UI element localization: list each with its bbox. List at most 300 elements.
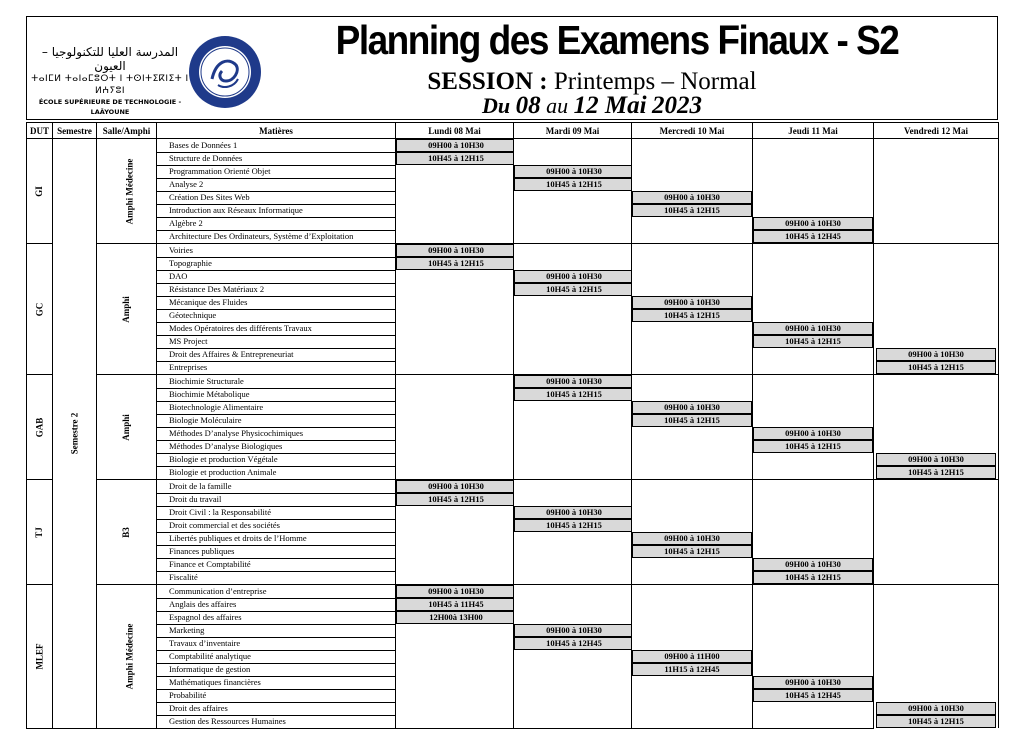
dates-line — [327, 92, 857, 120]
empty-day-cell — [396, 453, 514, 466]
dut-label: TJ — [33, 526, 44, 538]
exam-slot-cell — [632, 296, 753, 309]
empty-day-cell — [874, 257, 999, 270]
empty-day-cell — [753, 650, 874, 663]
table-row — [27, 230, 999, 244]
exam-time: 10H45 à 12H45 — [753, 689, 873, 702]
empty-day-cell — [514, 414, 632, 427]
empty-day-cell — [874, 427, 999, 440]
empty-day-cell — [396, 414, 514, 427]
empty-day-cell — [753, 493, 874, 506]
table-row — [27, 598, 999, 611]
empty-day-cell — [874, 388, 999, 401]
empty-day-cell — [632, 558, 753, 571]
exam-time: 09H00 à 10H30 — [396, 139, 514, 152]
empty-day-cell — [514, 453, 632, 466]
exam-time: 09H00 à 10H30 — [753, 217, 873, 230]
subject-cell: Communication d’entreprise — [157, 585, 396, 599]
empty-day-cell — [753, 309, 874, 322]
exam-slot-cell — [753, 217, 874, 230]
empty-day-cell — [874, 624, 999, 637]
table-row — [27, 715, 999, 728]
school-logo-text — [30, 45, 190, 117]
exam-time: 09H00 à 10H30 — [514, 165, 632, 178]
subject-cell: Gestion des Ressources Humaines — [157, 715, 396, 728]
exam-slot-cell — [396, 611, 514, 624]
subject-cell: Voiries — [157, 244, 396, 258]
subject-cell: Programmation Orienté Objet — [157, 165, 396, 178]
subject-cell: Probabilité — [157, 689, 396, 702]
table-row — [27, 191, 999, 204]
empty-day-cell — [396, 532, 514, 545]
title-text: Planning des Examens Finaux - — [335, 17, 857, 63]
empty-day-cell — [632, 348, 753, 361]
empty-day-cell — [396, 388, 514, 401]
exam-time: 10H45 à 12H15 — [632, 545, 752, 558]
subject-cell: Fiscalité — [157, 571, 396, 585]
subject-cell: MS Project — [157, 335, 396, 348]
column-header: Salle/Amphi — [97, 123, 157, 139]
empty-day-cell — [874, 598, 999, 611]
exam-slot-cell — [514, 388, 632, 401]
subject-cell: Comptabilité analytique — [157, 650, 396, 663]
empty-day-cell — [514, 702, 632, 715]
dut-cell — [27, 244, 53, 375]
empty-day-cell — [632, 598, 753, 611]
column-header: DUT — [27, 123, 53, 139]
subject-cell: Biologie Moléculaire — [157, 414, 396, 427]
exam-time: 10H45 à 12H15 — [514, 178, 632, 191]
empty-day-cell — [396, 519, 514, 532]
table-row — [27, 637, 999, 650]
subject-cell: Biochimie Structurale — [157, 375, 396, 389]
subject-cell: Droit des affaires — [157, 702, 396, 715]
table-row — [27, 689, 999, 702]
table-row — [27, 532, 999, 545]
empty-day-cell — [753, 296, 874, 309]
exam-time: 09H00 à 11H00 — [632, 650, 752, 663]
exam-time: 09H00 à 10H30 — [753, 558, 873, 571]
empty-day-cell — [874, 545, 999, 558]
table-row — [27, 624, 999, 637]
table-row — [27, 217, 999, 230]
exam-time: 11H15 à 12H45 — [632, 663, 752, 676]
empty-day-cell — [632, 244, 753, 258]
subject-cell: Structure de Données — [157, 152, 396, 165]
semester-label: Semestre 2 — [68, 412, 79, 455]
empty-day-cell — [753, 388, 874, 401]
exam-slot-cell — [632, 191, 753, 204]
exam-slot-cell — [514, 624, 632, 637]
exam-time: 10H45 à 12H45 — [514, 637, 632, 650]
subject-cell: Espagnol des affaires — [157, 611, 396, 624]
empty-day-cell — [514, 427, 632, 440]
exam-slot-cell — [514, 270, 632, 283]
subject-cell: Finances publiques — [157, 545, 396, 558]
school-name-tifinagh: ⵜⴰⵏⵎⵍ ⵜⴰⵏⴰⵎⵓⵔⵜ ⵏ ⵜⵙⵏⵜⵉⴽⵏⵉⵜ ⵏ ⵍⵄⵢⵓⵏ — [31, 74, 189, 96]
empty-day-cell — [874, 689, 999, 702]
exam-slot-cell — [874, 702, 999, 715]
empty-day-cell — [514, 440, 632, 453]
exam-time: 09H00 à 10H30 — [876, 348, 996, 361]
subject-cell: Géotechnique — [157, 309, 396, 322]
empty-day-cell — [396, 689, 514, 702]
empty-day-cell — [396, 545, 514, 558]
empty-day-cell — [632, 637, 753, 650]
empty-day-cell — [514, 663, 632, 676]
empty-day-cell — [874, 558, 999, 571]
empty-day-cell — [514, 598, 632, 611]
empty-day-cell — [514, 244, 632, 258]
exam-slot-cell — [514, 506, 632, 519]
subject-cell: Analyse 2 — [157, 178, 396, 191]
subject-cell: Droit Civil : la Responsabilité — [157, 506, 396, 519]
empty-day-cell — [874, 152, 999, 165]
empty-day-cell — [753, 545, 874, 558]
session-value: Printemps – Normal — [553, 68, 757, 95]
exam-time: 10H45 à 12H15 — [396, 493, 514, 506]
exam-slot-cell — [753, 689, 874, 702]
subject-cell: Biochimie Métabolique — [157, 388, 396, 401]
subject-cell: DAO — [157, 270, 396, 283]
table-row — [27, 178, 999, 191]
table-row — [27, 585, 999, 599]
empty-day-cell — [753, 453, 874, 466]
exam-slot-cell — [396, 598, 514, 611]
empty-day-cell — [514, 480, 632, 494]
empty-day-cell — [396, 702, 514, 715]
empty-day-cell — [874, 440, 999, 453]
exam-slot-cell — [632, 532, 753, 545]
empty-day-cell — [753, 283, 874, 296]
exam-slot-cell — [753, 571, 874, 585]
exam-time: 09H00 à 10H30 — [632, 532, 752, 545]
empty-day-cell — [396, 217, 514, 230]
exam-time: 09H00 à 10H30 — [514, 375, 632, 388]
exam-slot-cell — [396, 139, 514, 153]
empty-day-cell — [514, 532, 632, 545]
table-row — [27, 466, 999, 480]
empty-day-cell — [874, 244, 999, 258]
empty-day-cell — [753, 506, 874, 519]
exam-slot-cell — [632, 650, 753, 663]
empty-day-cell — [632, 702, 753, 715]
exam-time: 12H00à 13H00 — [396, 611, 514, 624]
empty-day-cell — [396, 204, 514, 217]
empty-day-cell — [874, 480, 999, 494]
table-row — [27, 322, 999, 335]
subject-cell: Topographie — [157, 257, 396, 270]
exam-slot-cell — [396, 152, 514, 165]
empty-day-cell — [632, 611, 753, 624]
exam-time: 10H45 à 11H45 — [396, 598, 514, 611]
empty-day-cell — [874, 650, 999, 663]
empty-day-cell — [514, 585, 632, 599]
exam-slot-cell — [514, 519, 632, 532]
empty-day-cell — [632, 388, 753, 401]
empty-day-cell — [632, 466, 753, 480]
exam-time: 10H45 à 12H15 — [876, 466, 996, 479]
subject-cell: Résistance Des Matériaux 2 — [157, 283, 396, 296]
exam-slot-cell — [753, 230, 874, 244]
dates-au: au — [546, 93, 569, 118]
exam-slot-cell — [874, 715, 999, 728]
column-header: Semestre — [53, 123, 97, 139]
empty-day-cell — [753, 715, 874, 728]
semester-cell — [53, 139, 97, 729]
room-cell — [97, 585, 157, 729]
empty-day-cell — [753, 637, 874, 650]
empty-day-cell — [514, 571, 632, 585]
exam-time: 10H45 à 12H15 — [514, 283, 632, 296]
empty-day-cell — [753, 348, 874, 361]
empty-day-cell — [874, 270, 999, 283]
empty-day-cell — [514, 689, 632, 702]
exam-time: 09H00 à 10H30 — [753, 322, 873, 335]
table-row — [27, 506, 999, 519]
empty-day-cell — [396, 296, 514, 309]
exam-time: 09H00 à 10H30 — [632, 296, 752, 309]
empty-day-cell — [632, 230, 753, 244]
university-seal-icon — [188, 35, 262, 109]
table-row — [27, 375, 999, 389]
dut-cell — [27, 375, 53, 480]
empty-day-cell — [753, 191, 874, 204]
empty-day-cell — [396, 178, 514, 191]
table-row — [27, 427, 999, 440]
empty-day-cell — [396, 335, 514, 348]
empty-day-cell — [514, 558, 632, 571]
empty-day-cell — [632, 676, 753, 689]
empty-day-cell — [396, 558, 514, 571]
subject-cell: Droit des Affaires & Entrepreneuriat — [157, 348, 396, 361]
table-header-row — [27, 123, 999, 139]
dates-year: 2023 — [652, 92, 703, 119]
room-cell — [97, 139, 157, 244]
subject-cell: Mécanique des Fluides — [157, 296, 396, 309]
exam-time: 10H45 à 12H15 — [876, 715, 996, 728]
empty-day-cell — [874, 676, 999, 689]
empty-day-cell — [874, 309, 999, 322]
exam-slot-cell — [753, 335, 874, 348]
empty-day-cell — [753, 361, 874, 375]
empty-day-cell — [514, 152, 632, 165]
empty-day-cell — [632, 257, 753, 270]
exam-time: 10H45 à 12H15 — [632, 204, 752, 217]
subject-cell: Travaux d’inventaire — [157, 637, 396, 650]
empty-day-cell — [514, 217, 632, 230]
exam-time: 10H45 à 12H15 — [876, 361, 996, 374]
table-row — [27, 204, 999, 217]
exam-slot-cell — [514, 283, 632, 296]
empty-day-cell — [514, 191, 632, 204]
table-row — [27, 650, 999, 663]
empty-day-cell — [514, 296, 632, 309]
room-label: Amphi — [120, 413, 131, 441]
table-row — [27, 663, 999, 676]
subject-cell: Introduction aux Réseaux Informatique — [157, 204, 396, 217]
exam-time: 10H45 à 12H15 — [632, 414, 752, 427]
exam-time: 09H00 à 10H30 — [753, 427, 873, 440]
room-cell — [97, 480, 157, 585]
empty-day-cell — [396, 676, 514, 689]
exam-time: 09H00 à 10H30 — [514, 506, 632, 519]
exam-slot-cell — [514, 165, 632, 178]
empty-day-cell — [874, 230, 999, 244]
subject-cell: Bases de Données 1 — [157, 139, 396, 153]
empty-day-cell — [753, 375, 874, 389]
table-row — [27, 270, 999, 283]
empty-day-cell — [753, 401, 874, 414]
exam-slot-cell — [753, 676, 874, 689]
dates-from: 08 — [515, 92, 541, 119]
empty-day-cell — [874, 637, 999, 650]
empty-day-cell — [514, 348, 632, 361]
empty-day-cell — [753, 532, 874, 545]
column-header: Vendredi 12 Mai — [874, 123, 999, 139]
exam-time: 10H45 à 12H15 — [396, 152, 514, 165]
subject-cell: Finance et Comptabilité — [157, 558, 396, 571]
exam-time: 09H00 à 10H30 — [396, 585, 514, 598]
empty-day-cell — [514, 204, 632, 217]
empty-day-cell — [396, 191, 514, 204]
dut-cell — [27, 585, 53, 729]
empty-day-cell — [753, 702, 874, 715]
table-row — [27, 257, 999, 270]
empty-day-cell — [632, 427, 753, 440]
table-row — [27, 702, 999, 715]
empty-day-cell — [753, 598, 874, 611]
table-row — [27, 611, 999, 624]
exam-time: 09H00 à 10H30 — [514, 624, 632, 637]
empty-day-cell — [874, 204, 999, 217]
exam-slot-cell — [632, 414, 753, 427]
empty-day-cell — [753, 257, 874, 270]
empty-day-cell — [632, 585, 753, 599]
empty-day-cell — [632, 361, 753, 375]
dates-du: Du — [481, 93, 511, 118]
exam-time: 09H00 à 10H30 — [396, 244, 514, 257]
column-header: Mardi 09 Mai — [514, 123, 632, 139]
empty-day-cell — [396, 663, 514, 676]
empty-day-cell — [632, 165, 753, 178]
exam-slot-cell — [874, 453, 999, 466]
school-name-arabic: المدرسة العليا للتكنولوجيا – العيون — [41, 45, 179, 73]
header-box — [26, 16, 998, 120]
empty-day-cell — [514, 715, 632, 728]
exam-time: 10H45 à 12H15 — [753, 440, 873, 453]
empty-day-cell — [632, 506, 753, 519]
dut-label: GAB — [33, 417, 44, 437]
empty-day-cell — [874, 322, 999, 335]
column-header: Lundi 08 Mai — [396, 123, 514, 139]
empty-day-cell — [753, 165, 874, 178]
empty-day-cell — [753, 585, 874, 599]
empty-day-cell — [632, 571, 753, 585]
room-cell — [97, 244, 157, 375]
exam-schedule-table — [26, 122, 999, 729]
empty-day-cell — [514, 322, 632, 335]
empty-day-cell — [396, 309, 514, 322]
exam-time: 10H45 à 12H45 — [753, 230, 873, 243]
exam-slot-cell — [514, 375, 632, 389]
empty-day-cell — [632, 440, 753, 453]
empty-day-cell — [874, 191, 999, 204]
exam-slot-cell — [396, 257, 514, 270]
table-row — [27, 152, 999, 165]
empty-day-cell — [514, 139, 632, 153]
column-header: Matières — [157, 123, 396, 139]
room-label: Amphi Médecine — [124, 158, 135, 224]
exam-time: 09H00 à 10H30 — [876, 702, 996, 715]
table-row — [27, 296, 999, 309]
subject-cell: Mathématiques financières — [157, 676, 396, 689]
empty-day-cell — [632, 139, 753, 153]
room-cell — [97, 375, 157, 480]
empty-day-cell — [514, 401, 632, 414]
empty-day-cell — [632, 322, 753, 335]
empty-day-cell — [753, 663, 874, 676]
empty-day-cell — [874, 611, 999, 624]
empty-day-cell — [874, 519, 999, 532]
empty-day-cell — [874, 401, 999, 414]
empty-day-cell — [632, 624, 753, 637]
empty-day-cell — [396, 165, 514, 178]
table-row — [27, 414, 999, 427]
empty-day-cell — [874, 217, 999, 230]
empty-day-cell — [753, 139, 874, 153]
exam-time: 10H45 à 12H15 — [753, 571, 873, 584]
empty-day-cell — [514, 611, 632, 624]
empty-day-cell — [514, 493, 632, 506]
exam-slot-cell — [632, 663, 753, 676]
empty-day-cell — [632, 493, 753, 506]
empty-day-cell — [632, 519, 753, 532]
table-row — [27, 165, 999, 178]
room-label: Amphi — [120, 295, 131, 323]
dates-to: 12 Mai — [573, 92, 647, 119]
title-semester: S2 — [856, 17, 899, 63]
empty-day-cell — [874, 493, 999, 506]
exam-time: 09H00 à 10H30 — [632, 191, 752, 204]
empty-day-cell — [396, 322, 514, 335]
exam-time: 10H45 à 12H15 — [632, 309, 752, 322]
empty-day-cell — [396, 650, 514, 663]
dut-cell — [27, 480, 53, 585]
subject-cell: Informatique de gestion — [157, 663, 396, 676]
exam-slot-cell — [632, 309, 753, 322]
dut-label: GI — [33, 185, 44, 197]
table-row — [27, 558, 999, 571]
table-row — [27, 361, 999, 375]
table-row — [27, 348, 999, 361]
session-label: SESSION : — [427, 68, 548, 95]
dut-label: GC — [34, 302, 44, 316]
subject-cell: Création Des Sites Web — [157, 191, 396, 204]
empty-day-cell — [874, 165, 999, 178]
empty-day-cell — [874, 139, 999, 153]
empty-day-cell — [874, 532, 999, 545]
exam-slot-cell — [632, 545, 753, 558]
empty-day-cell — [396, 348, 514, 361]
exam-slot-cell — [874, 348, 999, 361]
empty-day-cell — [874, 375, 999, 389]
empty-day-cell — [396, 361, 514, 375]
exam-slot-cell — [514, 637, 632, 650]
exam-time: 09H00 à 10H30 — [876, 453, 996, 466]
empty-day-cell — [514, 650, 632, 663]
exam-slot-cell — [753, 440, 874, 453]
